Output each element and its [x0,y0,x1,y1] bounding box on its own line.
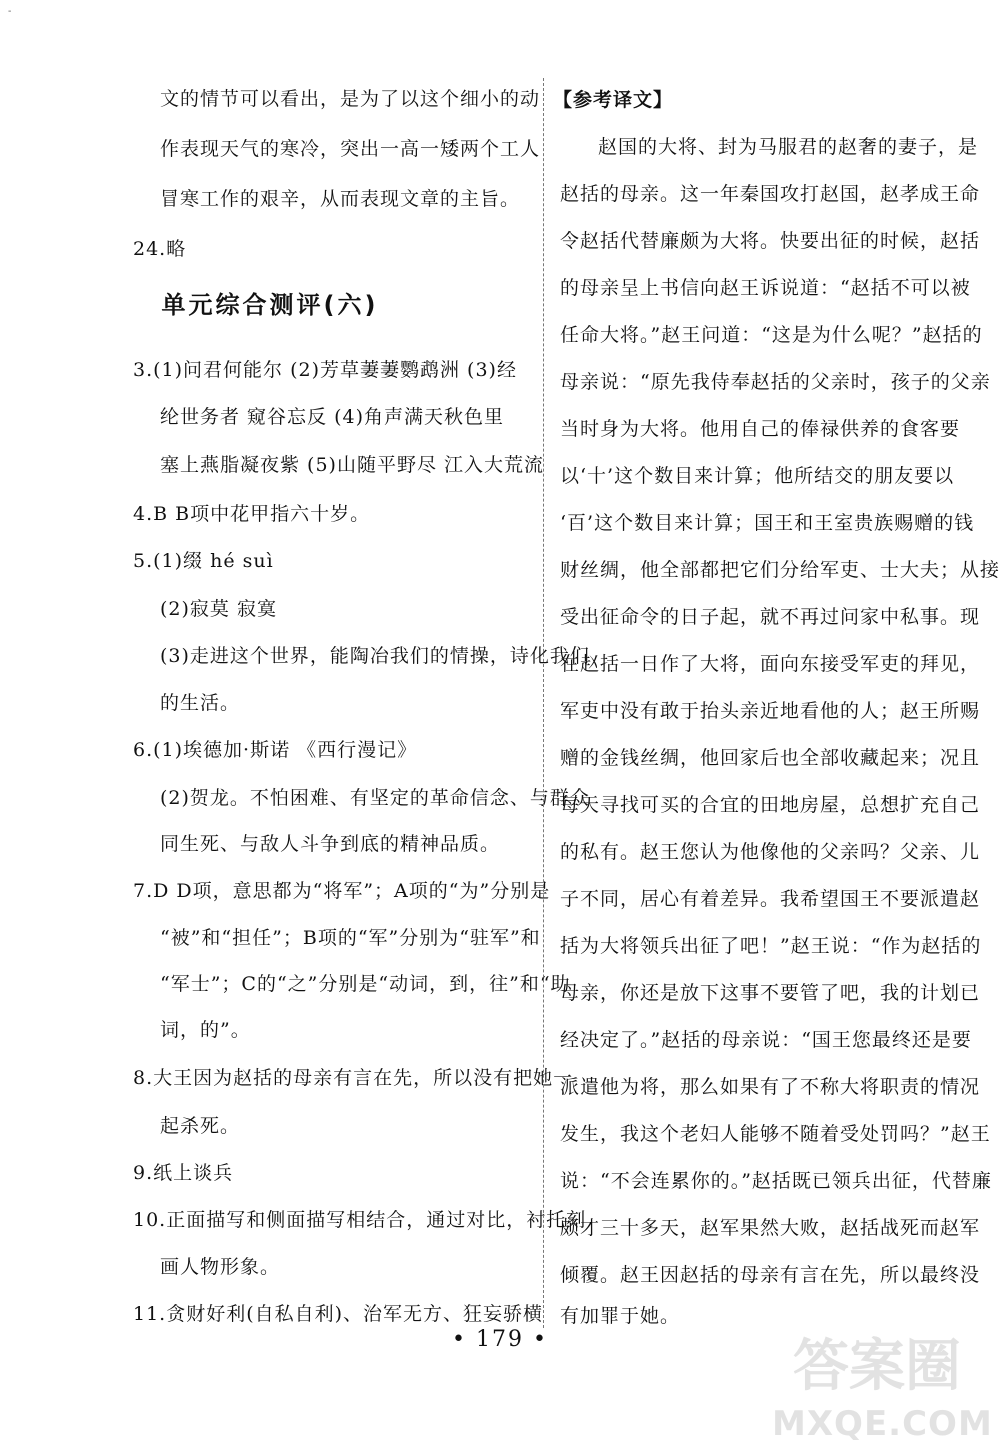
translation-line: 说：“不会连累你的。”赵括既已领兵出征，代替廉 [560,1170,992,1192]
translation-line: 赵括的母亲。这一年秦国攻打赵国，赵孝成王命 [560,183,981,205]
answer-line: 起杀死。 [160,1115,241,1137]
answer-line: 的生活。 [160,692,241,714]
answer-line: (2)贺龙。不怕困难、有坚定的革命信念、与群众 [160,787,590,809]
answer-3: 3.(1)问君何能尔 (2)芳草萋萋鹦鹉洲 (3)经 [133,359,517,381]
answer-line: 作表现天气的寒冷，突出一高一矮两个工人 [160,138,541,160]
translation-line: 的私有。赵王您认为他像他的父亲吗？父亲、儿 [560,841,981,863]
translation-line: 有加罪于她。 [560,1305,681,1327]
answer-9: 9.纸上谈兵 [133,1162,234,1184]
answer-line: 同生死、与敌人斗争到底的精神品质。 [160,833,501,855]
answer-line: “被”和“担任”；B项的“军”分别为“驻军”和 [160,927,541,949]
reference-translation-heading: 【参考译文】 [553,89,674,111]
translation-line: 任命大将。”赵王问道：“这是为什么呢？”赵括的 [560,324,983,346]
answer-line: 塞上燕脂凝夜紫 (5)山随平野尽 江入大荒流 [160,454,544,476]
translation-line: ‘百’这个数目来计算；国王和王室贵族赐赠的钱 [560,512,975,534]
answer-11: 11.贪财好利(自私自利)、治军无方、狂妄骄横 [133,1303,544,1325]
answer-8: 8.大王因为赵括的母亲有言在先，所以没有把她一 [133,1067,574,1089]
translation-line: 每天寻找可买的合宜的田地房屋，总想扩充自己 [560,794,981,816]
answer-line: “军士”；C的“之”分别是“动词，到，往”和“助 [160,973,571,995]
corner-mark: - [8,6,12,17]
watermark-logo-text: 答案圈 [793,1334,961,1399]
translation-line: 子不同，居心有着差异。我希望国王不要派遣赵 [560,888,981,910]
translation-line: 令赵括代替廉颇为大将。快要出征的时候，赵括 [560,230,981,252]
translation-line: 赵国的大将、封为马服君的赵奢的妻子，是 [598,136,979,158]
section-title: 单元综合测评(六) [161,291,379,319]
answer-line: (3)走进这个世界，能陶冶我们的情操，诗化我们 [160,645,590,667]
translation-line: 当时身为大将。他用自己的俸禄供养的食客要 [560,418,961,440]
translation-line: 受出征命令的日子起，就不再过问家中私事。现 [560,606,981,628]
answer-line: 冒寒工作的艰辛，从而表现文章的主旨。 [160,188,521,210]
answer-line: 画人物形象。 [160,1256,281,1278]
answer-line: 词，的”。 [160,1019,251,1041]
answer-10: 10.正面描写和侧面描写相结合，通过对比，衬托刻 [133,1209,587,1231]
translation-line: 括为大将领兵出征了吧！”赵王说：“作为赵括的 [560,935,982,957]
translation-line: 赠的金钱丝绸，他回家后也全部收藏起来；况且 [560,747,981,769]
answer-line: (2)寂莫 寂寞 [160,598,277,620]
translation-line: 经决定了。”赵括的母亲说：“国王您最终还是要 [560,1029,972,1051]
translation-line: 以‘十’这个数目来计算；他所结交的朋友要以 [560,465,955,487]
answer-line: 纶世务者 窥谷忘反 (4)角声满天秋色里 [160,406,504,428]
answer-5: 5.(1)缀 hé suì [133,550,274,572]
translation-line: 派遣他为将，那么如果有了不称大将职责的情况 [560,1076,981,1098]
translation-line: 倾覆。赵王因赵括的母亲有言在先，所以最终没 [560,1264,981,1286]
answer-6: 6.(1)埃德加·斯诺 《西行漫记》 [133,739,418,761]
watermark-site-text: MXQE.COM [772,1404,993,1444]
translation-line: 财丝绸，他全部都把它们分给军吏、士大夫；从接 [560,559,1000,581]
answer-24: 24.略 [133,238,187,260]
page-number: • 179 • [452,1327,548,1352]
translation-line: 的母亲呈上书信向赵王诉说道：“赵括不可以被 [560,277,971,299]
column-divider [543,78,544,1328]
translation-line: 颇才三十多天，赵军果然大败，赵括战死而赵军 [560,1217,981,1239]
translation-line: 在赵括一日作了大将，面向东接受军吏的拜见， [560,653,981,675]
answer-line: 文的情节可以看出，是为了以这个细小的动 [160,88,541,110]
translation-line: 发生，我这个老妇人能够不随着受处罚吗？”赵王 [560,1123,991,1145]
translation-line: 母亲说：“原先我侍奉赵括的父亲时，孩子的父亲 [560,371,991,393]
site-watermark [772,1332,993,1450]
translation-line: 军吏中没有敢于抬头亲近地看他的人；赵王所赐 [560,700,981,722]
translation-line: 母亲，你还是放下这事不要管了吧，我的计划已 [560,982,981,1004]
answer-7: 7.D D项，意思都为“将军”；A项的“为”分别是 [133,880,551,902]
answer-4: 4.B B项中花甲指六十岁。 [133,503,371,525]
